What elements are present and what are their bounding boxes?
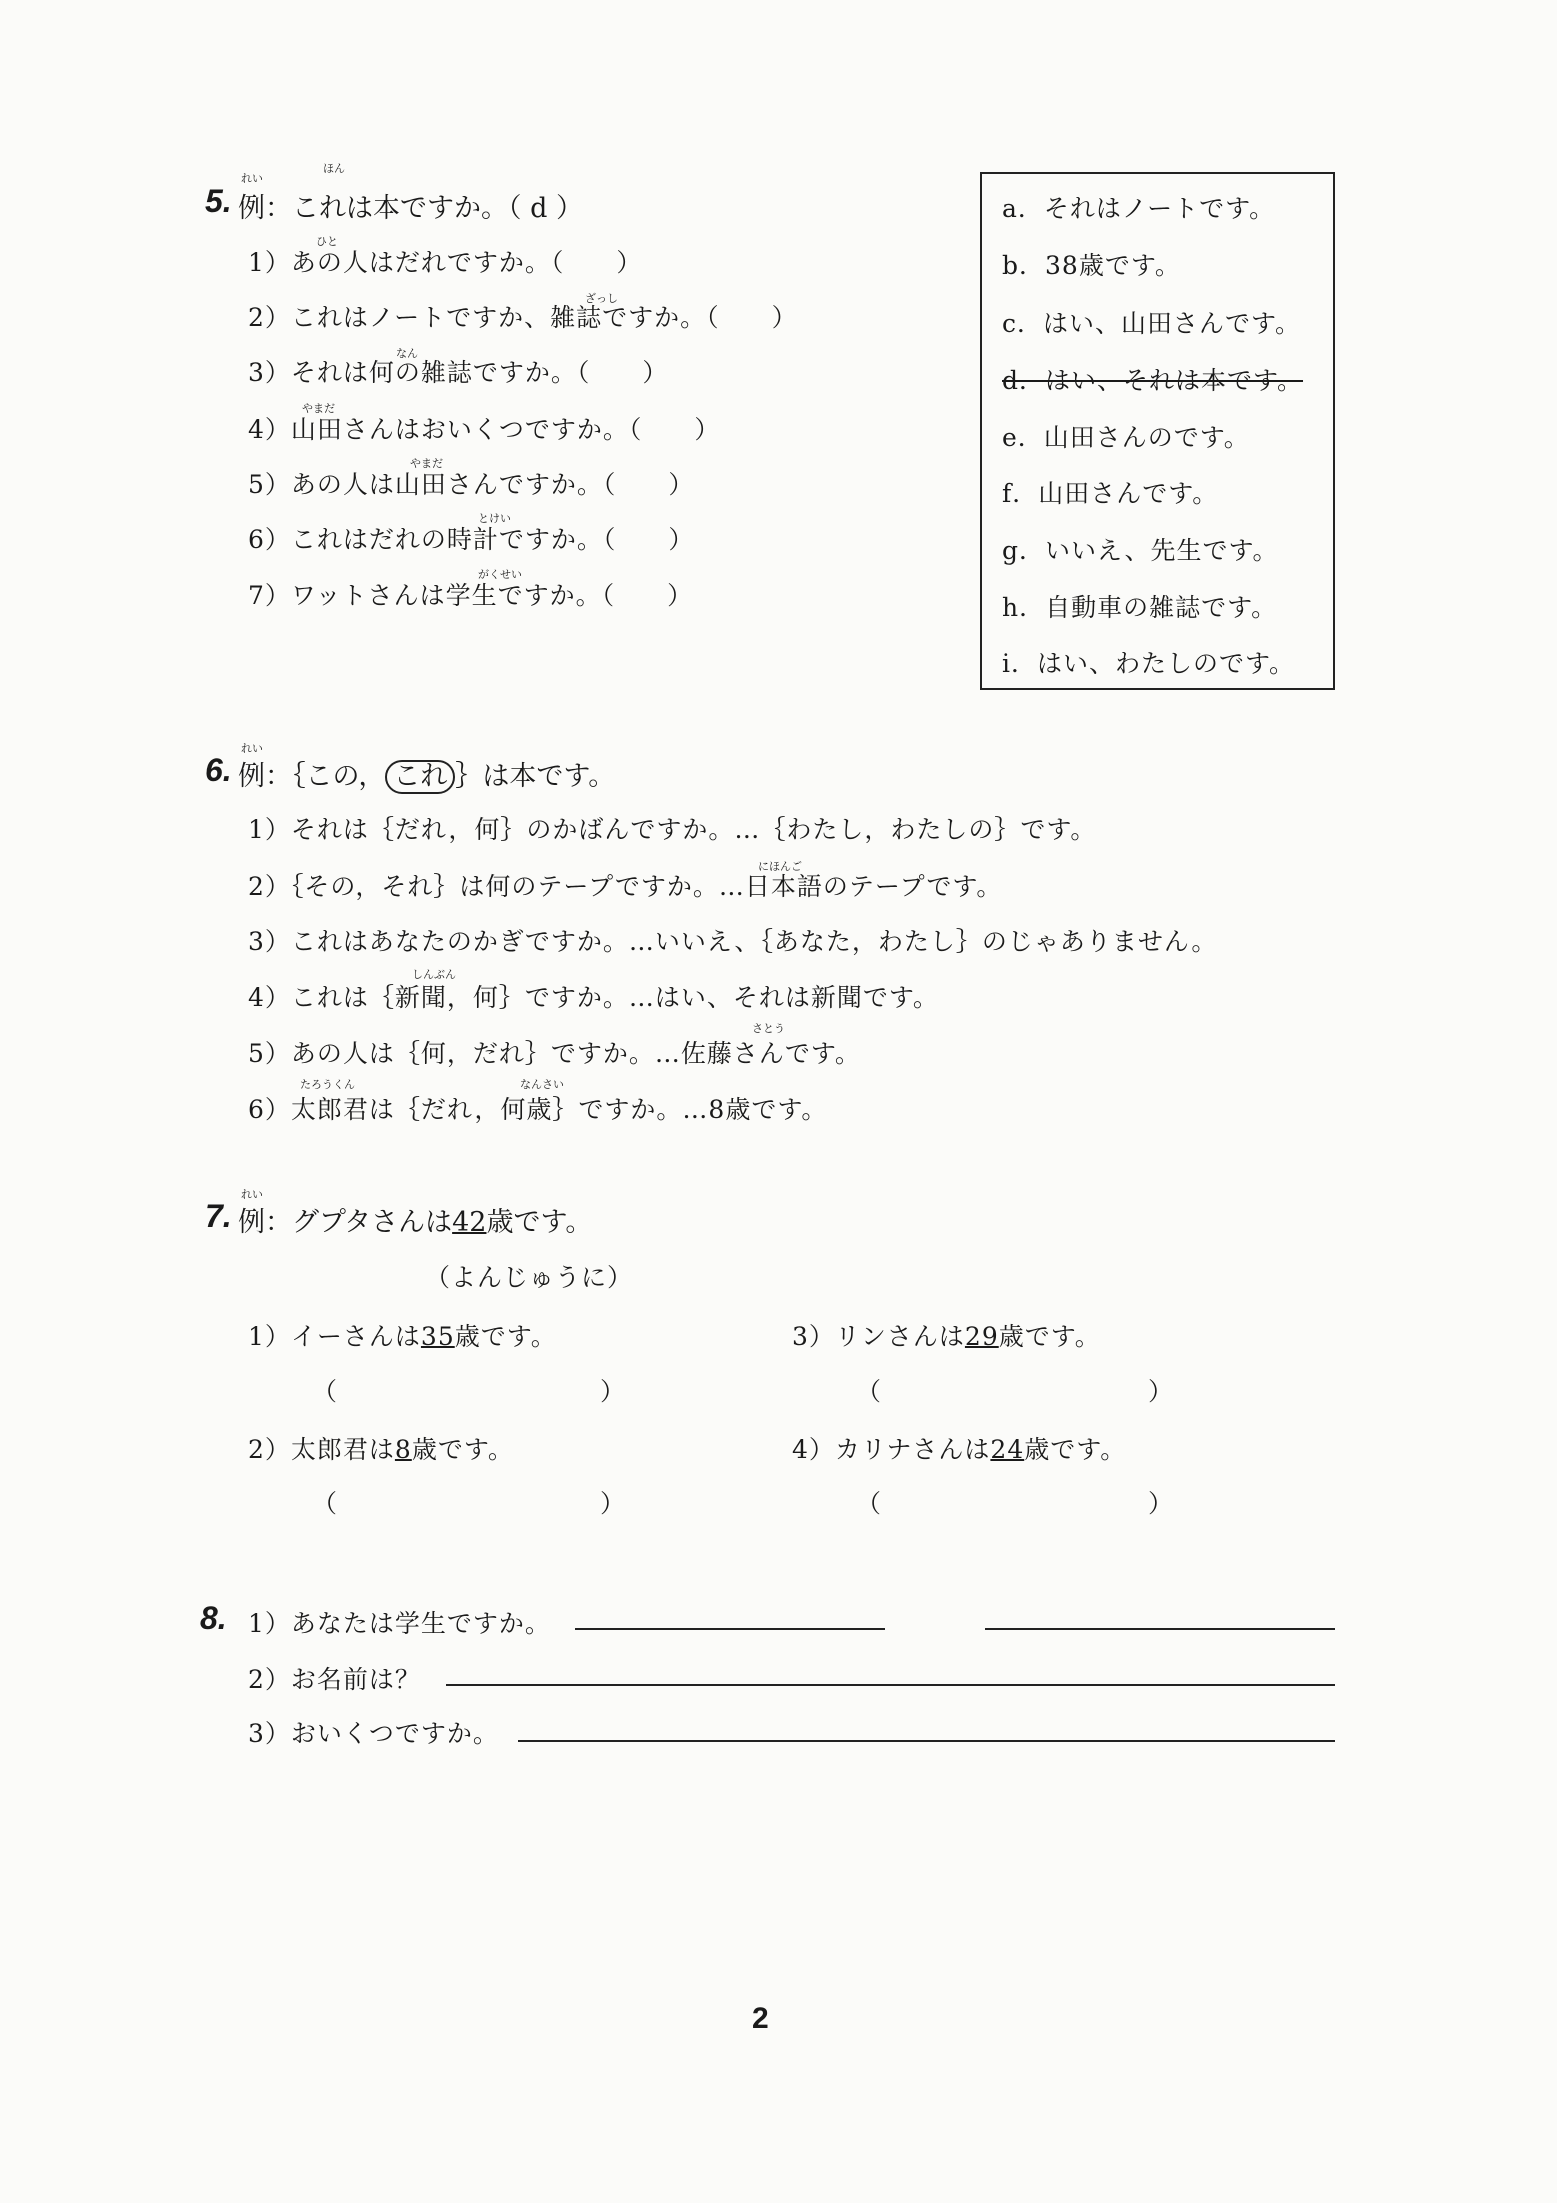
s7-item-4 <box>792 1430 1126 1466</box>
answer-choices-box <box>980 172 1335 690</box>
s7-example-post: 歳です。 <box>486 1207 593 1238</box>
choice-g: g．いいえ、先生です。 <box>1002 536 1279 565</box>
s7-item-3-pre: 3）リンさんは <box>792 1322 965 1351</box>
s7-example-reading: （よんじゅうに） <box>425 1263 634 1292</box>
s7-item-3-num: 29 <box>964 1322 999 1351</box>
s8-answer-line-3[interactable] <box>518 1740 1335 1742</box>
s7-item-1 <box>248 1317 557 1353</box>
s8-answer-line-1a[interactable] <box>575 1628 885 1630</box>
s6-item-4: 4）これは｛新聞，何｝ですか。…はい、それは新聞です。 <box>248 983 939 1012</box>
s7-item-1-paren-open: （ <box>312 1377 339 1406</box>
furigana-nan: なん <box>396 347 418 360</box>
section-6-number: 6. <box>205 752 232 788</box>
s7-item-4-pre: 4）カリナさんは <box>792 1435 991 1464</box>
s7-item-4-paren-close: ） <box>1148 1489 1175 1518</box>
s7-item-3-post: 歳です。 <box>998 1322 1101 1351</box>
s8-answer-line-2[interactable] <box>446 1684 1335 1686</box>
choice-b: b．38歳です。 <box>1002 251 1181 280</box>
s7-item-3 <box>792 1317 1101 1353</box>
section-6-example <box>238 754 615 794</box>
s8-item-2: 2）お名前は？ <box>248 1665 421 1694</box>
s8-item-1: 1）あなたは学生ですか。 <box>248 1609 551 1638</box>
s7-item-2-pre: 2）太郎君は <box>248 1435 395 1464</box>
section-5-example: 例：これは本ですか。（ d ） <box>238 193 583 224</box>
s7-example-number: 42 <box>452 1207 487 1238</box>
s6-item-6: 6）太郎君は｛だれ，何歳｝ですか。…8歳です。 <box>248 1095 828 1124</box>
choice-f: f．山田さんです。 <box>1002 479 1219 508</box>
s7-item-2-post: 歳です。 <box>411 1435 514 1464</box>
s7-item-1-paren-close: ） <box>600 1377 627 1406</box>
choice-c: c．はい、山田さんです。 <box>1002 309 1302 338</box>
s7-item-3-paren-close: ） <box>1148 1377 1175 1406</box>
furigana-rei: れい <box>241 172 263 185</box>
s8-answer-line-1b[interactable] <box>985 1628 1335 1630</box>
furigana-yamada-2: やまだ <box>410 457 443 470</box>
furigana-shinbun: しんぶん <box>412 968 456 981</box>
furigana-hon: ほん <box>323 162 345 175</box>
s5-item-2: 2）これはノートですか、雑誌ですか。（ ） <box>248 303 798 332</box>
furigana-satou: さとう <box>752 1022 785 1035</box>
section-7-example <box>238 1200 592 1239</box>
choice-e: e．山田さんのです。 <box>1002 423 1250 452</box>
section-5-number: 5. <box>205 183 232 219</box>
s7-item-2-paren-open: （ <box>312 1489 339 1518</box>
s8-item-3: 3）おいくつですか。 <box>248 1719 499 1748</box>
furigana-tarou: たろうくん <box>300 1078 355 1091</box>
page-number: 2 <box>752 2002 769 2035</box>
furigana-hito: ひと <box>316 235 338 248</box>
s7-item-4-post: 歳です。 <box>1024 1435 1127 1464</box>
s7-item-2 <box>248 1430 514 1466</box>
s5-item-4: 4）山田さんはおいくつですか。（ ） <box>248 415 721 444</box>
furigana-rei-6: れい <box>241 742 263 755</box>
furigana-rei-7: れい <box>241 1188 263 1201</box>
s5-item-6: 6）これはだれの時計ですか。（ ） <box>248 525 695 554</box>
furigana-nihongo: にほんご <box>758 860 802 873</box>
s6-example-post: ｝は本です。 <box>455 761 616 792</box>
furigana-tokei: とけい <box>478 512 511 525</box>
s6-item-3: 3）これはあなたのかぎですか。…いいえ、｛あなた，わたし｝のじゃありません。 <box>248 927 1218 956</box>
s6-item-5: 5）あの人は｛何，だれ｝ですか。…佐藤さんです。 <box>248 1039 861 1068</box>
choice-d-crossed-out: d．はい、それは本です。 <box>1002 366 1304 395</box>
furigana-nansai: なんさい <box>520 1078 564 1091</box>
section-8-number: 8. <box>200 1600 227 1636</box>
s5-item-3: 3）それは何の雑誌ですか。（ ） <box>248 358 669 387</box>
s7-item-2-paren-close: ） <box>600 1489 627 1518</box>
furigana-zasshi: ざっし <box>585 292 618 305</box>
choice-a: a．それはノートです。 <box>1002 194 1276 223</box>
choice-h: h．自動車の雑誌です。 <box>1002 593 1278 622</box>
s7-item-1-pre: 1）イーさんは <box>248 1322 421 1351</box>
s7-item-2-num: 8 <box>394 1435 412 1464</box>
s5-item-5: 5）あの人は山田さんですか。（ ） <box>248 470 695 499</box>
s7-example-pre: 例：グプタさんは <box>238 1207 453 1238</box>
s6-item-2: 2）｛その，それ｝は何のテープですか。…日本語のテープです。 <box>248 872 1003 901</box>
s6-example-pre: 例：｛この， <box>238 761 386 792</box>
s5-item-7: 7）ワットさんは学生ですか。（ ） <box>248 581 694 610</box>
s7-item-4-num: 24 <box>990 1435 1025 1464</box>
s7-item-1-num: 35 <box>420 1322 455 1351</box>
s7-item-1-post: 歳です。 <box>454 1322 557 1351</box>
choice-i: i．はい、わたしのです。 <box>1002 649 1295 678</box>
s6-item-1: 1）それは｛だれ，何｝のかばんですか。…｛わたし，わたしの｝です。 <box>248 815 1097 844</box>
s6-example-circled-answer: これ <box>385 760 455 794</box>
furigana-yamada: やまだ <box>302 402 335 415</box>
s7-item-4-paren-open: （ <box>856 1489 883 1518</box>
furigana-gakusei: がくせい <box>478 568 522 581</box>
section-7-number: 7. <box>205 1198 232 1234</box>
s7-item-3-paren-open: （ <box>856 1377 883 1406</box>
s5-item-1: 1）あの人はだれですか。（ ） <box>248 248 643 277</box>
